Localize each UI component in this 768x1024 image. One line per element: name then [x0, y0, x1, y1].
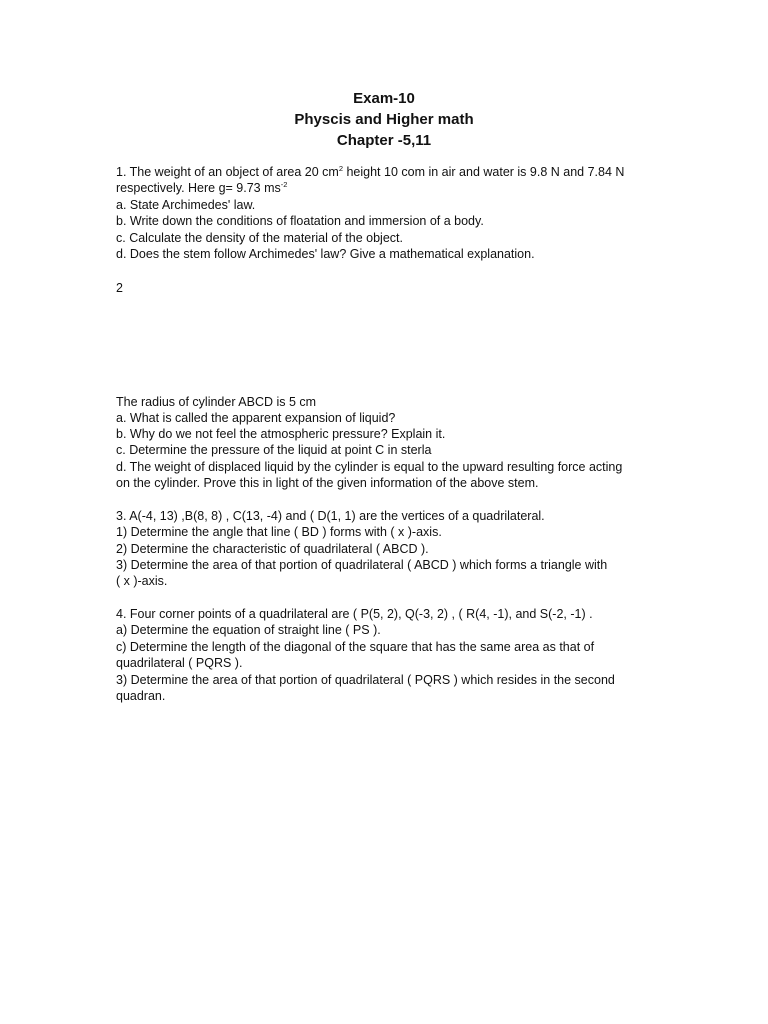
q4-stem: 4. Four corner points of a quadrilateral are ( P(5, 2), Q(-3, 2) , ( R(4, -1), and S(-2, -1) .: [116, 607, 593, 621]
q3-part-3-line2: ( x )-axis.: [116, 574, 168, 588]
q2-stem: The radius of cylinder ABCD is 5 cm: [116, 395, 317, 409]
q1-part-c: c. Calculate the density of the material of the object.: [116, 231, 403, 245]
q3-part-1: 1) Determine the angle that line ( BD ) forms with ( x )-axis.: [116, 525, 442, 539]
q4-part-c-line1: c) Determine the length of the diagonal of the square that has the same area as that of: [116, 640, 595, 654]
q3-part-2: 2) Determine the characteristic of quadrilateral ( ABCD ).: [116, 542, 429, 556]
exam-title: Exam-10: [353, 90, 415, 107]
q2-part-a: a. What is called the apparent expansion of liquid?: [116, 411, 396, 425]
chapter-title: Chapter -5,11: [336, 132, 432, 149]
q1-part-b: b. Write down the conditions of floatation and immersion of a body.: [116, 214, 484, 228]
q2-number: 2: [116, 281, 123, 295]
q1-part-d: d. Does the stem follow Archimedes' law? Give a mathematical explanation.: [116, 247, 535, 261]
q3-part-3-line1: 3) Determine the area of that portion of quadrilateral ( ABCD ) which forms a triangle with: [116, 558, 608, 572]
q2-part-b: b. Why do we not feel the atmospheric pressure? Explain it.: [116, 427, 446, 441]
q1-superscript-unit: -2: [280, 180, 288, 189]
q3-stem: 3. A(-4, 13) ,B(8, 8) , C(13, -4) and ( D(1, 1) are the vertices of a quadrilateral.: [116, 509, 545, 523]
q4-part-a: a) Determine the equation of straight line ( PS ).: [116, 623, 381, 637]
q2-part-d-line1: d. The weight of displaced liquid by the cylinder is equal to the upward resulting force acting: [116, 460, 623, 474]
q4-part-3-line2: quadran.: [116, 689, 166, 703]
q4-part-3-line1: 3) Determine the area of that portion of quadrilateral ( PQRS ) which resides in the second: [116, 673, 615, 687]
q1-superscript-area: 2: [338, 164, 343, 173]
q1-part-a: a. State Archimedes' law.: [116, 198, 256, 212]
q1-stem-line1: 1. The weight of an object of area 20 $cm^2$ height 10 com in air and water is 9.8 N and 7.84 N: [116, 164, 625, 179]
q4-part-c-line2: quadrilateral ( PQRS ).: [116, 656, 243, 670]
subject-title: Physcis and Higher math: [294, 111, 474, 128]
q2-part-c: c. Determine the pressure of the liquid at point C in sterla: [116, 443, 432, 457]
q2-part-d-line2: on the cylinder. Prove this in light of the given information of the above stem.: [116, 476, 539, 490]
q1-stem-line2: respectively. Here g= 9.73 $ms^{-2}$: [116, 180, 288, 195]
